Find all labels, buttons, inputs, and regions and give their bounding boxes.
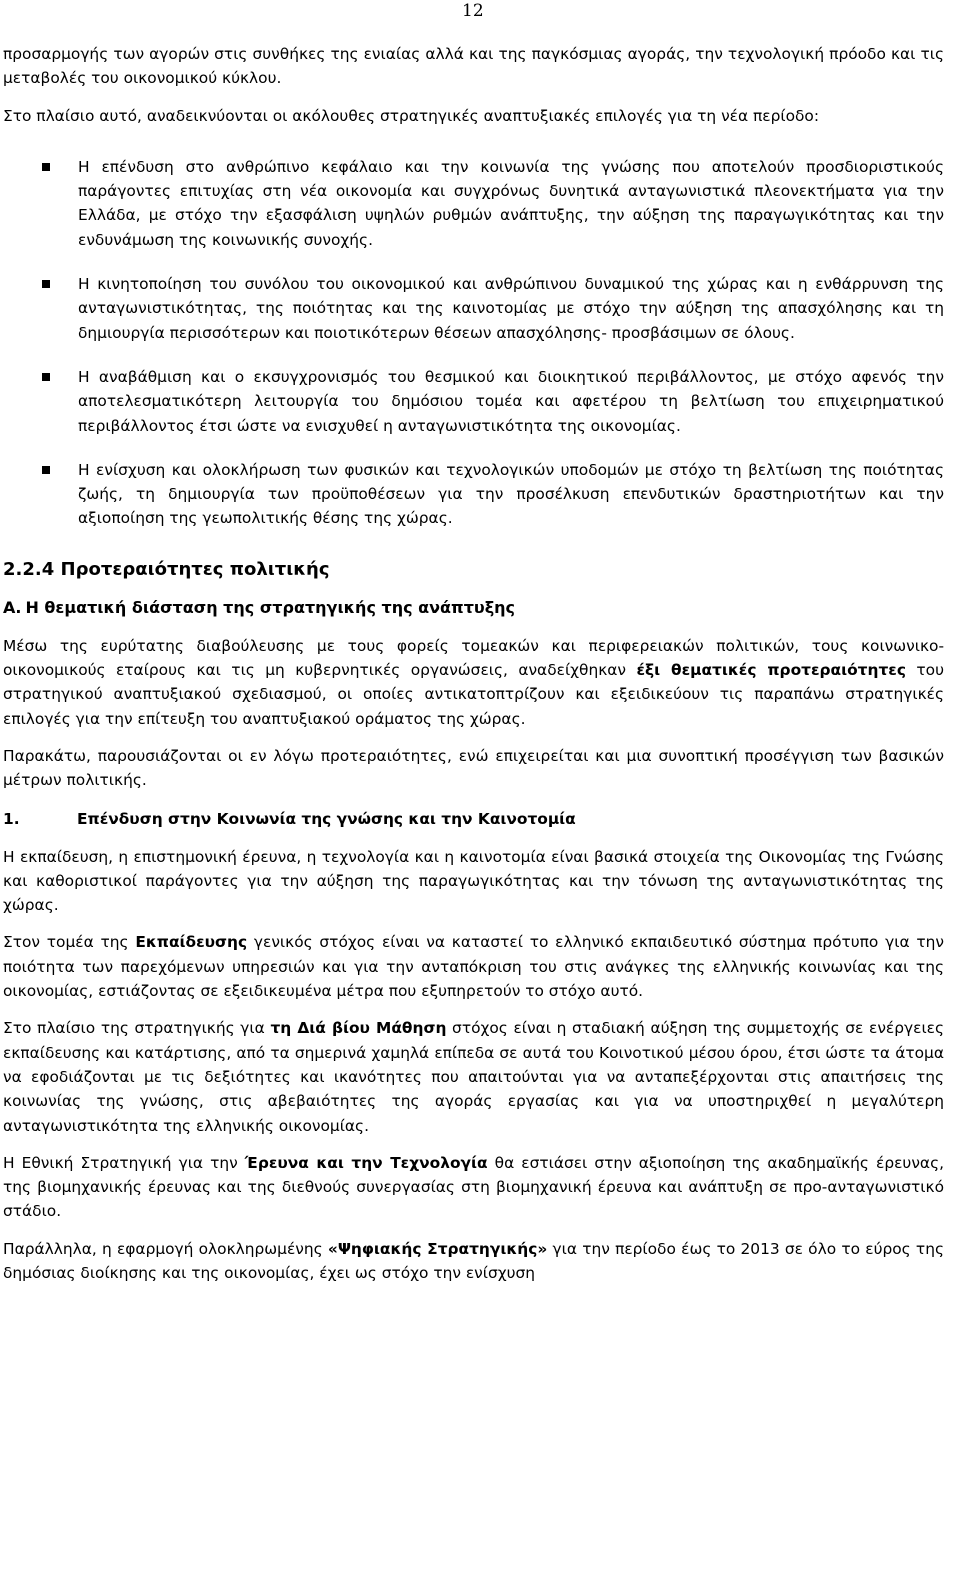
subsection-title: Η θεματική διάσταση της στρατηγικής της ανάπτυξης: [25, 597, 516, 617]
text-run: Παράλληλα, η εφαρμογή ολοκληρωμένης: [3, 1239, 328, 1258]
text-run: στόχος είναι η σταδιακή αύξηση της συμμετοχής σε ενέργειες εκπαίδευσης και κατάρτισης, από τα σημερινά χαμηλά επίπεδα σε αυτά του Κοινοτικού μέσου όρου, έτσι ώστε τα άτομα να εφοδιάζονται με τις δεξιότητες και ικανότητες που απαιτούνται για να ανταπεξέρχονται στις απαιτήσεις της κοινωνίας της γνώσης, στις αβεβαιότητες της αγοράς εργασίας και για να υποστηριχθεί η μεγαλύτερη ανταγωνιστικότητα της ελληνικής οικονομίας.: [3, 1019, 944, 1135]
text-run: του στρατηγικού αναπτυξιακού σχεδιασμού, οι οποίες αντικατοπτρίζουν και εξειδικεύουν τις παραπάνω στρατηγικές επιλογές για την επίτευξη του αναπτυξιακού οράματος της χώρας.: [3, 661, 944, 728]
list-item: [3, 155, 944, 252]
digital-strategy-paragraph: [3, 1237, 944, 1286]
list-item: [3, 458, 944, 531]
emphasis-text: έξι θεματικές προτεραιότητες: [636, 661, 906, 680]
strategic-options-list: [3, 155, 944, 531]
text-run: θα εστιάσει στην αξιοποίηση της ακαδημαϊκής έρευνας, της βιομηχανικής έρευνας και της διεθνούς συνεργασίας στη βιομηχανική έρευνα και ανάπτυξη σε προ-ανταγωνιστικό στάδιο.: [3, 1153, 945, 1221]
page-number: 12: [462, 1, 484, 21]
square-bullet-icon: [42, 466, 50, 474]
text-run: Στο πλαίσιο της στρατηγικής για: [3, 1019, 271, 1038]
emphasis-text: τη Διά βίου Μάθηση: [270, 1019, 447, 1038]
list-item-text: Η ενίσχυση και ολοκλήρωση των φυσικών και τεχνολογικών υποδομών με στόχο τη βελτίωση της ποιότητας ζωής, τη δημιουργία των προϋποθέσεων για την προσέλκυση επενδυτικών δραστηριοτήτων και την αξιοποίηση της γεωπολιτικής θέσης της χώρας.: [78, 460, 944, 528]
subsection-letter: Α.: [3, 597, 22, 617]
list-item-text: Η επένδυση στο ανθρώπινο κεφάλαιο και την κοινωνία της γνώσης που αποτελούν προσδιοριστικούς παράγοντες επιτυχίας στη νέα οικονομία και συγχρόνως δυνητικά ανταγωνιστικά πλεονεκτήματα για την Ελλάδα, με στόχο την εξασφάλιση υψηλών ρυθμών ανάπτυξης, την αύξηση της παραγωγικότητας και την ενδυνάμωση της κοινωνικής συνοχής.: [78, 157, 944, 249]
lifelong-learning-paragraph: [3, 1016, 944, 1137]
consultation-paragraph: [3, 634, 944, 731]
text-run: για την περίοδο έως το 2013 σε όλο το εύρος της δημόσιας διοίκησης και της οικονομίας, έχει ως στόχο την ενίσχυση: [3, 1239, 944, 1282]
section-heading: 2.2.4 Προτεραιότητες πολιτικής: [3, 558, 330, 580]
overview-paragraph: Παρακάτω, παρουσιάζονται οι εν λόγω προτεραιότητες, ενώ επιχειρείται και μια συνοπτική προσέγγιση των βασικών μέτρων πολιτικής.: [3, 746, 944, 790]
list-item-text: Η κινητοποίηση του συνόλου του οικονομικού και ανθρώπινου δυναμικού της χώρας και η ενθάρρυνση της ανταγωνιστικότητας, της ποιότητας και της καινοτομίας με στόχο την αύξηση της απασχόλησης και τη δημιουργία περισσότερων και ποιοτικότερων θέσεων απασχόλησης- προσβάσιμων σε όλους.: [78, 275, 944, 342]
page-content: [3, 42, 944, 1285]
list-item-text: Η αναβάθμιση και ο εκσυγχρονισμός του θεσμικού και διοικητικού περιβάλλοντος, με στόχο αφενός την αποτελεσματικότερη λειτουργία του δημόσιου τομέα και αφετέρου τη βελτίωση του επιχειρηματικού περιβάλλοντος έτσι ώστε να ενισχυθεί η ανταγωνιστικότητα της οικονομίας.: [78, 367, 944, 435]
education-sector-paragraph: [3, 930, 944, 1003]
text-run: Η Εθνική Στρατηγική για την: [3, 1153, 245, 1172]
intro-paragraph-continued: προσαρμογής των αγορών στις συνθήκες της ενιαίας αλλά και της παγκόσμιας αγοράς, την τεχνολογική πρόοδο και τις μεταβολές του οικονομικού κύκλου.: [3, 45, 944, 88]
square-bullet-icon: [42, 373, 50, 381]
education-paragraph: Η εκπαίδευση, η επιστημονική έρευνα, η τεχνολογία και η καινοτομία είναι βασικά στοιχεία της Οικονομίας της Γνώσης και καθοριστικοί παράγοντες για την αύξηση της παραγωγικότητας και την τόνωση της ανταγωνιστικότητας της χώρας.: [3, 847, 944, 915]
square-bullet-icon: [42, 163, 50, 171]
list-item: [3, 272, 944, 345]
square-bullet-icon: [42, 280, 50, 288]
intro-paragraph-options: Στο πλαίσιο αυτό, αναδεικνύονται οι ακόλουθες στρατηγικές αναπτυξιακές επιλογές για τη νέα περίοδο:: [3, 106, 820, 125]
emphasis-text: «Ψηφιακής Στρατηγικής»: [327, 1239, 548, 1258]
priority-number: 1.: [3, 809, 20, 828]
subsection-heading: [3, 595, 944, 621]
list-item: [3, 365, 944, 438]
text-run: Μέσω της ευρύτατης διαβούλευσης με τους φορείς τομεακών και περιφερειακών πολιτικών, τους κοινωνικο-οικονομικούς εταίρους και τις μη κυβερνητικές οργανώσεις, αναδείχθηκαν: [3, 636, 944, 680]
emphasis-text: Έρευνα και την Τεχνολογία: [244, 1153, 488, 1172]
text-run: γενικός στόχος είναι να καταστεί το ελληνικό εκπαιδευτικό σύστημα πρότυπο για την ποιότητα των παρεχόμενων υπηρεσιών και για την ανταπόκριση του στις ανάγκες της ελληνικής κοινωνίας και της οικονομίας, εστιάζοντας σε εξειδικευμένα μέτρα που εξυπηρετούν το στόχο αυτό.: [3, 933, 944, 1001]
research-paragraph: [3, 1151, 944, 1224]
text-run: Στον τομέα της: [3, 933, 136, 952]
priority-title: Επένδυση στην Κοινωνία της γνώσης και την Καινοτομία: [77, 809, 576, 828]
emphasis-text: Εκπαίδευσης: [135, 933, 248, 952]
priority-heading: [3, 806, 944, 832]
